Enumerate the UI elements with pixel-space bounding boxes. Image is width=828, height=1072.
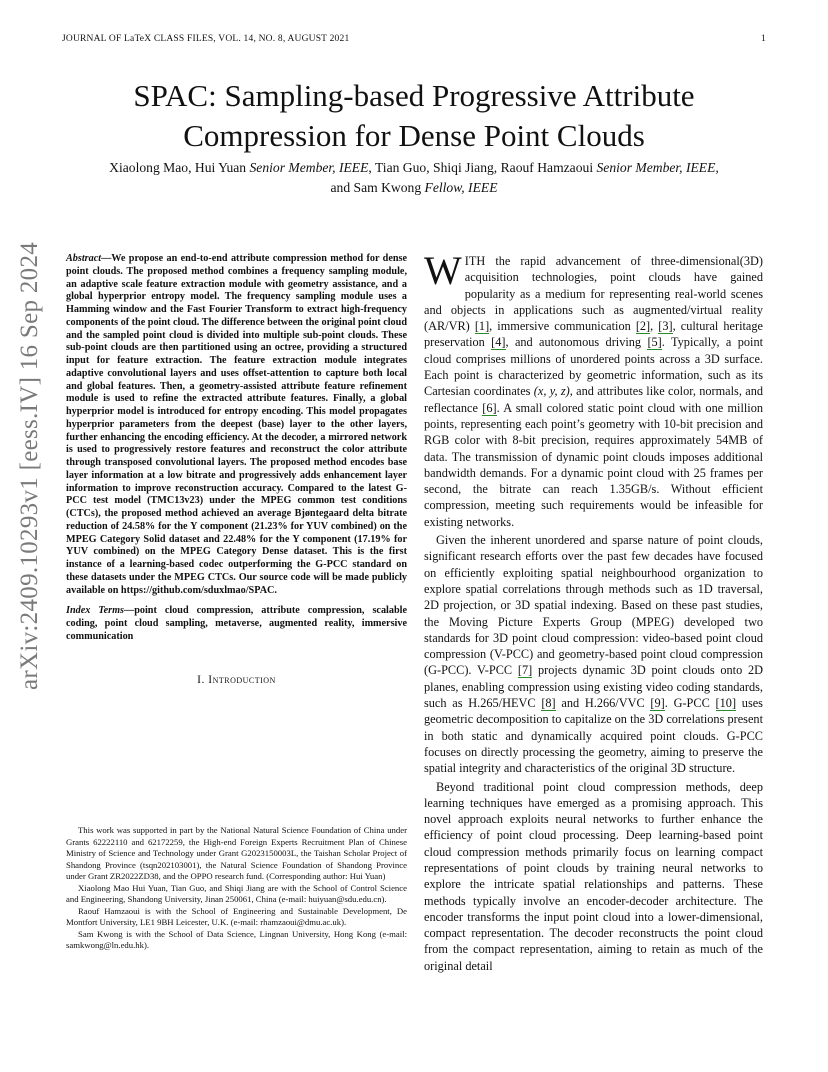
index-terms <box>66 605 407 643</box>
title-line-1: SPAC: Sampling-based Progressive Attribute <box>133 78 695 113</box>
citation-link[interactable]: [10] <box>715 696 737 711</box>
abstract-text: —We propose an end-to-end attribute compression method for dense point clouds. The proposed method combines a frequency sampling module, an adaptive scale feature extraction module with geometry assistance, and a global hyperprior entropy model. The frequency sampling module uses a Hamming window and the Fast Fourier Transform to extract high-frequency components of the point cloud. The difference between the original point cloud and the sampled point cloud is divided into multiple sub-point clouds. These sub-point clouds are then partitioned using an octree, providing a structured input for feature extraction. The feature extraction module integrates adaptive convolutional layers and uses offset-attention to capture both local and global features. Then, a geometry-assisted attribute feature refinement module is used to refine the extracted attribute features. Finally, a global hyperprior model is introduced for entropy encoding. This model propagates hyperprior parameters from the deepest (base) layer to the other layers, further enhancing the encoding efficiency. At the decoder, a mirrored network is used to progressively restore features and reconstruct the color attribute through transposed convolutional layers. The proposed method encodes base layer information at a low bitrate and progressively adds enhancement layer information to improve reconstruction accuracy. Compared to the latest G-PCC test model (TMC13v23) under the MPEG common test conditions (CTCs), the proposed method achieved an average Bjøntegaard delta bitrate reduction of 24.58% for the Y component (21.23% for YUV combined) on the MPEG Category Solid dataset and 22.48% for the Y component (17.19% for YUV combined) on the MPEG Category Dense dataset. This is the first instance of a learning-based codec outperforming the G-PCC standard on these datasets under the MPEG CTCs. Our source code will be made publicly available on https://github.com/sduxlmao/SPAC. <box>66 253 407 596</box>
citation-link[interactable]: [8] <box>541 696 556 711</box>
text-run: , and autonomous driving <box>505 335 648 350</box>
text-run: , <box>650 319 659 334</box>
citation-link[interactable]: [3] <box>658 319 673 334</box>
text-run: , immersive communication <box>489 319 636 334</box>
author-list <box>40 158 788 198</box>
paper-title <box>40 76 788 156</box>
author-line-2 <box>40 178 788 198</box>
citation-link[interactable]: [6] <box>482 400 497 415</box>
citation-link[interactable]: [5] <box>647 335 662 350</box>
text-run: and H.266/VVC <box>555 696 651 711</box>
membership-2: Senior Member, IEEE, <box>596 160 719 175</box>
section-number: I. <box>197 673 209 686</box>
left-column <box>66 253 407 686</box>
abstract-label: Abstract <box>66 253 102 264</box>
text-run: uses geometric decomposition to capitalize on the 3D correlations present in both static and dynamically acquired point clouds. G-PCC focuses on directly processing the geometry, aiming to preserve the spatial integrity and characteristics of the original 3D structure. <box>424 696 763 776</box>
coordinates-math: (x, y, z) <box>533 384 570 399</box>
abstract <box>66 253 407 597</box>
citation-link[interactable]: [7] <box>517 663 533 678</box>
citation-link[interactable]: [1] <box>474 319 490 334</box>
text-run: ITH the rapid advancement of three-dimensional(3D) acquisition technologies, point clouds have gained popularity as a medium for representing real-world scenes and objects in applications such as augmented/virtual reality (AR/VR) <box>424 254 763 334</box>
text-run: projects dynamic 3D point clouds onto 2D planes, enabling compression using existing video coding standards, such as H.265/HEVC <box>424 663 764 711</box>
text-run: Given the inherent unordered and sparse nature of point clouds, significant research efforts over the past few decades have focused on efficiently exploiting spatial neighbourhood organization to explore spatial correlations through methods such as 1D traversal, 2D projection, or 3D spatial indexing. Based on these past studies, the Moving Picture Experts Group (MPEG) developed two standards for 3D point cloud compression: video-based point cloud compression (V-PCC) and geometry-based point cloud compression (G-PCC). V-PCC <box>424 533 763 678</box>
section-heading-introduction <box>66 674 407 686</box>
section-title: Introduction <box>208 673 276 686</box>
text-run: , cultural heritage preservation <box>424 319 763 350</box>
footnotes <box>66 825 407 952</box>
running-header <box>62 34 766 44</box>
page-number: 1 <box>761 34 766 44</box>
authors-part-3: and Sam Kwong <box>330 180 425 195</box>
right-column <box>424 248 764 974</box>
title-line-2: Compression for Dense Point Clouds <box>183 118 645 153</box>
index-terms-label: Index Terms <box>66 605 124 617</box>
membership-1: Senior Member, IEEE <box>249 160 369 175</box>
author-line-1 <box>40 158 788 178</box>
text-run: . A small colored static point cloud with one million points, representing each point’s geometry with 10-bit precision and RGB color with 8-bit precision, requires approximately 54MB of data. The transmission of dynamic point clouds imposes additional bandwidth demands. For a dynamic point cloud with 25 frames per second, the bitrate can reach 1.35GB/s. Without efficient compression, meeting such requirements would be infeasible for existing networks. <box>424 400 763 529</box>
citation-link[interactable]: [9] <box>650 696 665 711</box>
arxiv-stamp: arXiv:2409.10293v1 [eess.IV] 16 Sep 2024 <box>16 241 43 690</box>
intro-paragraph-3: Beyond traditional point cloud compression methods, deep learning techniques have emerged as a promising approach. This novel approach exploits neural networks to further enhance the efficiency of point cloud processing. Deep learning-based point cloud compression methods primarily focus on learning compact representations of point clouds by training neural networks to explore the intricate spatial relationships and patterns. These methods typically involve an encoder-decoder architecture. The encoder transforms the input point cloud into a lower-dimensional, compact representation. The decoder reconstructs the point cloud from the compact representation, aiming to retain as much of the original detail <box>424 779 763 973</box>
citation-link[interactable]: [2] <box>635 319 651 334</box>
drop-cap: W <box>424 248 462 293</box>
text-run: . G-PCC <box>664 696 716 711</box>
footnote-affiliation-1: Xiaolong Mao Hui Yuan, Tian Guo, and Shiqi Jiang are with the School of Control Science and Engineering, Shandong University, Jinan 250061, China (e-mail: huiyuan@sdu.edu.cn). <box>66 882 407 904</box>
text-run: , and attributes like color, normals, and reflectance <box>424 384 763 415</box>
authors-part-1: Xiaolong Mao, Hui Yuan <box>109 160 250 175</box>
citation-link[interactable]: [4] <box>491 335 506 350</box>
authors-part-2: , Tian Guo, Shiqi Jiang, Raouf Hamzaoui <box>368 160 597 175</box>
index-terms-text: —point cloud compression, attribute compression, scalable coding, point cloud sampling, metaverse, augmented reality, immersive communication <box>66 605 407 642</box>
footnote-funding: This work was supported in part by the National Natural Science Foundation of China under Grants 62222110 and 62172259, the High-end Foreign Experts Recruitment Plan of Chinese Ministry of Science and Technology under Grant G2023150003L, the Taishan Scholar Project of Shandong Province (tsqn202103001), the Natural Science Foundation of Shandong Province under Grant ZR2022ZD38, and the OPPO research fund. (Corresponding author: Hui Yuan) <box>66 825 407 881</box>
intro-paragraph-1 <box>424 248 764 530</box>
footnote-affiliation-3: Sam Kwong is with the School of Data Science, Lingnan University, Hong Kong (e-mail: samkwong@ln.edu.hk). <box>66 928 407 950</box>
footnote-affiliation-2: Raouf Hamzaoui is with the School of Engineering and Sustainable Development, De Montfort University, LE1 9BH Leicester, U.K. (e-mail: rhamzaoui@dmu.ac.uk). <box>66 905 407 927</box>
journal-name: JOURNAL OF LaTeX CLASS FILES, VOL. 14, NO. 8, AUGUST 2021 <box>62 34 350 44</box>
membership-3: Fellow, IEEE <box>424 180 498 195</box>
intro-paragraph-2 <box>424 532 763 776</box>
text-run: . Typically, a point cloud comprises millions of unordered points across a 3D surface. Each point is characterized by geometric information, such as its Cartesian coordinates <box>424 335 764 399</box>
